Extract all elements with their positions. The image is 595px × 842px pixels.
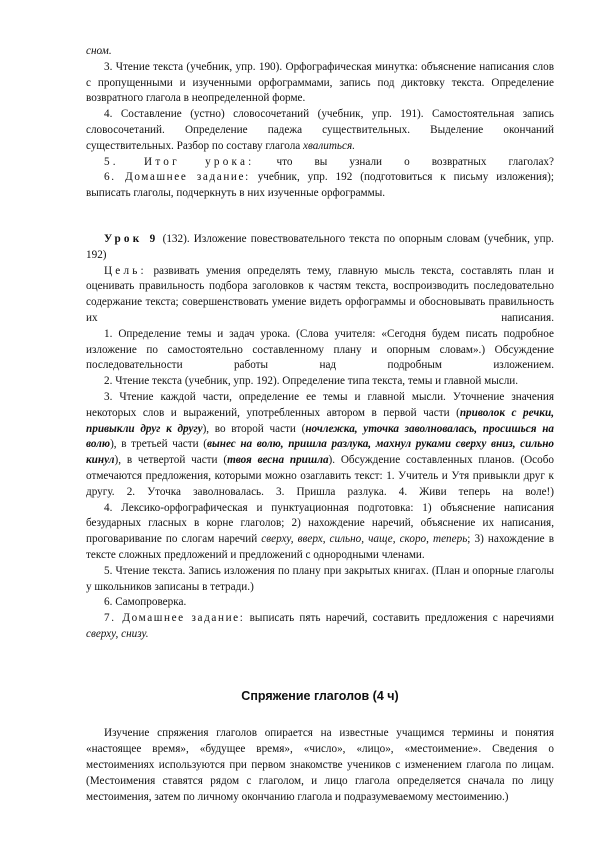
- text-fragment: ), в третьей части (: [110, 438, 207, 451]
- text-fragment: сном.: [86, 45, 112, 57]
- document-page: [86, 44, 554, 805]
- text-fragment: учебник, упр. 192 (подготовиться к письму изложения); выписать глаголы, подчеркнуть в них изученные орфограммы.: [86, 171, 554, 200]
- example-words: сверху, снизу.: [86, 627, 149, 640]
- lesson9-step-6: 6. Самопроверка.: [104, 596, 187, 609]
- text-fragment: что вы узнали о возвратных глаголах?: [254, 155, 554, 168]
- lesson9-step-4: [86, 501, 554, 564]
- example-phrases: вынес на волю, пришла разлука, махнул руками сверху вниз, сильно кинул: [86, 438, 554, 467]
- lesson9-goal: [86, 264, 554, 327]
- lesson9-title: [86, 232, 554, 264]
- text-fragment: ), во второй части (: [202, 422, 306, 435]
- text-fragment: 4. Составление (устно) словосочетаний (учебник, упр. 191). Самостоятельная запись словосочетаний. Определение падежа существительных. Выделение окончаний существительных. Разбор по составу глагола: [86, 108, 554, 152]
- text-fragment: 3. Чтение каждой части, определение ее темы и главной мысли. Уточнение значения некоторых слов и выражений, употребленных автором в первой части (: [86, 390, 554, 419]
- lesson8-step-5: [86, 155, 554, 171]
- goal-label: Цель:: [104, 264, 147, 277]
- section-intro: Изучение спряжения глаголов опирается на известные учащимся термины и понятия «настоящее время», «будущее время», «число», «лицо», «местоимение». Сведения о местоимениях используются при первом знакомстве учеников с изменением глагола по лицам. (Местоимения ставятся рядом с глаголом, и лицо глагола определяется сначала по лицу местоимения, затем по личному окончанию глагола и подразумеваемому местоимению.): [86, 727, 554, 803]
- text-fragment: выписать пять наречий, составить предложения с наречиями: [244, 612, 554, 625]
- step-label: 7. Домашнее задание:: [104, 612, 245, 625]
- example-phrases: ночлежка, уточка заволновалась, просишься на волю: [86, 422, 555, 451]
- spacer: [86, 704, 554, 726]
- text-fragment: ). Обсуждение составленных планов. (Особо отмечаются предложения, которыми можно озаглавить текст: 1. Учитель и Утя привыкли друг к другу. 2. Уточка заволновалась. 3. Пришла разлука. 4. Живи теперь на воле!): [86, 454, 554, 498]
- goal-text: развивать умения определять тему, главную мысль текста, составлять план и оценивать правильность подбора заголовков к частям текста, воспроизводить последовательно содержание текста; совершенствовать умение видеть орфограммы и обосновывать правильность их написания.: [86, 264, 554, 324]
- example-words: сверху, вверх, сильно, чаще, скоро, теперь: [261, 533, 468, 546]
- section-heading: Спряжение глаголов (4 ч): [241, 688, 399, 703]
- lesson-title-text: (132). Изложение повествовательного текста по опорным словам (учебник, упр. 192): [86, 232, 554, 261]
- step-label: 5. Итог урока:: [104, 155, 255, 168]
- text-fragment: ; 3) нахождение в тексте сложных предложений и предложений с однородными членами.: [86, 533, 554, 561]
- example-phrases: твоя весна пришла: [227, 454, 329, 467]
- step-label: 6. Домашнее задание:: [104, 171, 250, 184]
- lesson9-step-3: [86, 390, 554, 501]
- example-word: хвалиться.: [303, 139, 355, 152]
- lesson9-step-5: 5. Чтение текста. Запись изложения по плану при закрытых книгах. (План и опорные глаголы у школьников записаны в тетради.): [86, 564, 554, 593]
- example-phrases: приволок с речки, привыкли друг к другу: [86, 406, 554, 435]
- spacer: [86, 202, 554, 232]
- lesson8-step-6: [86, 170, 554, 202]
- text-fragment: 4. Лексико-орфографическая и пунктуационная подготовка: 1) объяснение написания безударных гласных в корне глаголов; 2) нахождение наречий, объяснение их написания, проговаривание по слогам наречий: [86, 501, 554, 546]
- paragraph-continuation: [86, 44, 554, 60]
- lesson8-step-4: [86, 107, 554, 154]
- text-fragment: ), в четвертой части (: [114, 454, 228, 467]
- spacer: [86, 643, 554, 689]
- lesson8-step-3: 3. Чтение текста (учебник, упр. 190). Орфографическая минутка: объяснение написания слов с пропущенными и изученными орфограммами, запись под диктовку текста. Определение возвратного глагола в неопределенной форме.: [86, 60, 554, 105]
- lesson9-step-2: 2. Чтение текста (учебник, упр. 192). Определение типа текста, темы и главной мысли.: [104, 375, 519, 388]
- lesson9-step-1: 1. Определение темы и задач урока. (Слова учителя: «Сегодня будем писать подробное изложение по самостоятельно составленному плану и опорным словам».) Обсуждение последовательности работы над подробным изложением.: [86, 327, 554, 372]
- lesson9-step-7: [86, 611, 554, 643]
- lesson-number: Урок 9: [104, 232, 159, 245]
